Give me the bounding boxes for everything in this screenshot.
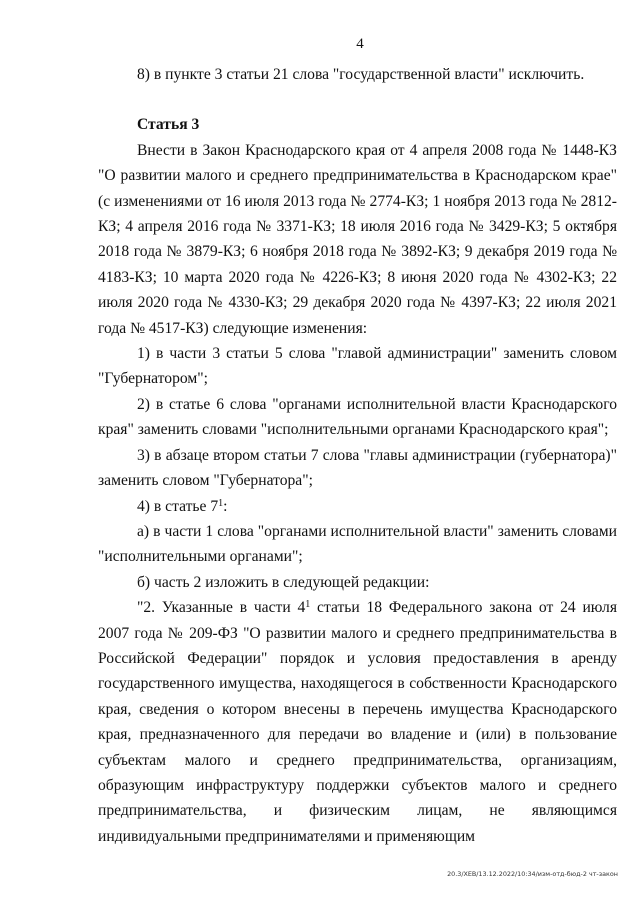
quote-superscript: 1: [305, 599, 311, 611]
amendment-item-1: 1) в части 3 статьи 5 слова "главой администрации" заменить словом "Губернатором";: [98, 345, 617, 388]
quote-body: статьи 18 Федерального закона от 24 июля 2007 года № 209-ФЗ "О развитии малого и среднего предпринимательства в Российской Федерации" порядок и условия предоставления в аренду государственного имущества, находящегося в собственности Краснодарского края, сведения о котором внесены в перечень имущества Краснодарского края, предназначенного для передачи во владение и (или) в пользование субъектам малого и среднего предпринимательства, организациям, образующим инфраструктуру поддержки субъектов малого и среднего предпринимательства, и физическим лицам, не являющимся индивидуальными предпринимателями и применяющим: [98, 599, 618, 845]
item4-superscript: 1: [218, 497, 224, 509]
article-intro: Внести в Закон Краснодарского края от 4 апреля 2008 года № 1448-КЗ "О развитии малого и среднего предпринимательства в Краснодарском крае" (с изменениями от 16 июля 2013 года № 2774-КЗ; 1 ноября 2013 года № 2812-КЗ; 4 апреля 2016 года № 3371-КЗ; 18 июля 2016 года № 3429-КЗ; 5 октября 2018 года № 3879-КЗ; 6 ноября 2018 года № 3892-КЗ; 9 декабря 2019 года № 4183-КЗ; 10 марта 2020 года № 4226-КЗ; 8 июня 2020 года № 4302-КЗ; 22 июля 2020 года № 4330-КЗ; 29 декабря 2020 года № 4397-КЗ; 22 июля 2021 года № 4517-КЗ) следующие изменения:: [98, 141, 617, 337]
sub-item-a: а) в части 1 слова "органами исполнительной власти" заменить словами "исполнительными органами";: [98, 522, 617, 566]
sub-item-b: б) часть 2 изложить в следующей редакции:: [137, 573, 430, 591]
quote-prefix: "2. Указанные в части 4: [137, 599, 306, 617]
quoted-text: [98, 595, 617, 849]
paragraph-gap: [98, 87, 617, 112]
amendment-item-2: 2) в статье 6 слова "органами исполнительной власти Краснодарского края" заменить словами "исполнительными органами Краснодарского края";: [98, 395, 617, 439]
item4-colon: :: [223, 497, 228, 515]
amendment-item-3: 3) в абзаце втором статьи 7 слова "главы администрации (губернатора)" заменить словом "Губернатора";: [98, 446, 617, 490]
article-heading: Статья 3: [137, 116, 200, 134]
amendment-item-8: 8) в пункте 3 статьи 21 слова "государственной власти" исключить.: [137, 66, 585, 83]
amendment-item-4: [98, 494, 617, 519]
document-footer-code: 20.3/ХЕВ/13.12.2022/10:34/изм-отд-бюд-2 чт-закон: [447, 870, 618, 878]
document-body: [98, 62, 617, 849]
item4-text: 4) в статье 7: [137, 497, 219, 515]
page-number: 4: [356, 36, 364, 52]
